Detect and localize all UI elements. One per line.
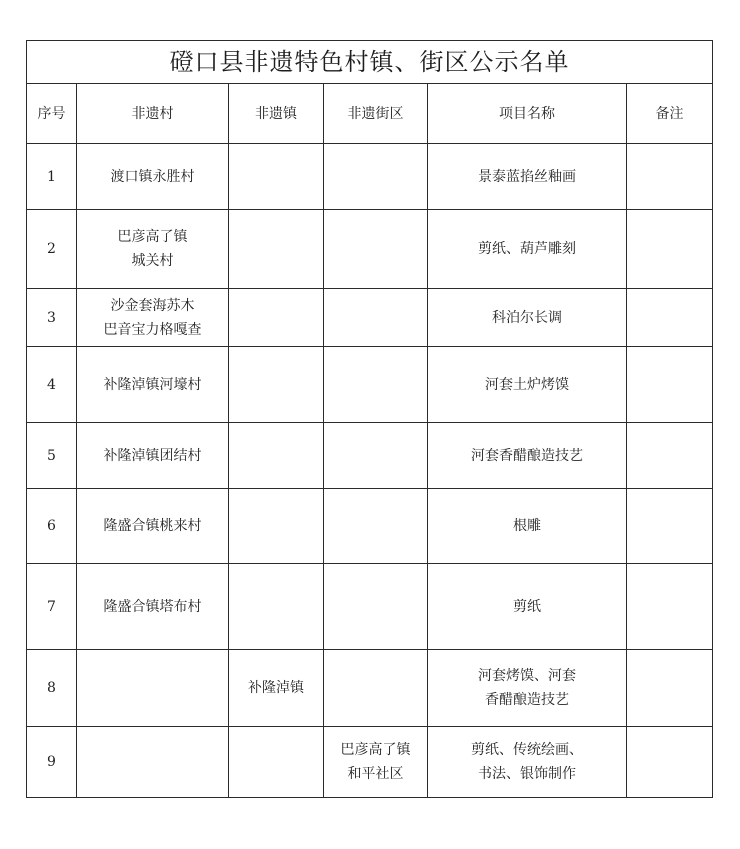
table-title: 磴口县非遗特色村镇、街区公示名单 xyxy=(27,41,713,84)
row-village: 补隆淖镇河壕村 xyxy=(77,347,229,423)
row-district xyxy=(324,289,428,347)
row-district xyxy=(324,347,428,423)
table-row xyxy=(27,210,713,289)
header-village: 非遗村 xyxy=(77,84,229,144)
row-district xyxy=(324,564,428,650)
row-district: 巴彦高了镇 和平社区 xyxy=(324,727,428,798)
row-project: 科泊尔长调 xyxy=(428,289,627,347)
row-district xyxy=(324,650,428,727)
row-district xyxy=(324,210,428,289)
header-town: 非遗镇 xyxy=(229,84,324,144)
row-project: 根雕 xyxy=(428,489,627,564)
row-district xyxy=(324,423,428,489)
row-town xyxy=(229,144,324,210)
row-project: 河套土炉烤馍 xyxy=(428,347,627,423)
row-seq: 1 xyxy=(27,144,77,210)
table-row xyxy=(27,727,713,798)
row-note xyxy=(627,210,713,289)
row-project: 景泰蓝掐丝釉画 xyxy=(428,144,627,210)
row-town xyxy=(229,423,324,489)
header-row xyxy=(27,84,713,144)
row-note xyxy=(627,289,713,347)
row-town xyxy=(229,727,324,798)
row-project: 河套烤馍、河套 香醋酿造技艺 xyxy=(428,650,627,727)
row-seq: 8 xyxy=(27,650,77,727)
row-village: 隆盛合镇桃来村 xyxy=(77,489,229,564)
row-village: 渡口镇永胜村 xyxy=(77,144,229,210)
row-district xyxy=(324,489,428,564)
row-town xyxy=(229,489,324,564)
table-row xyxy=(27,289,713,347)
table-row xyxy=(27,650,713,727)
title-row xyxy=(27,41,713,84)
row-town: 补隆淖镇 xyxy=(229,650,324,727)
row-note xyxy=(627,564,713,650)
row-project: 河套香醋酿造技艺 xyxy=(428,423,627,489)
header-note: 备注 xyxy=(627,84,713,144)
row-seq: 7 xyxy=(27,564,77,650)
row-village: 补隆淖镇团结村 xyxy=(77,423,229,489)
table-row xyxy=(27,489,713,564)
row-seq: 4 xyxy=(27,347,77,423)
row-village xyxy=(77,650,229,727)
row-note xyxy=(627,489,713,564)
table-row xyxy=(27,423,713,489)
row-village: 隆盛合镇塔布村 xyxy=(77,564,229,650)
row-seq: 2 xyxy=(27,210,77,289)
row-town xyxy=(229,289,324,347)
row-note xyxy=(627,650,713,727)
row-town xyxy=(229,347,324,423)
row-project: 剪纸、葫芦雕刻 xyxy=(428,210,627,289)
row-seq: 6 xyxy=(27,489,77,564)
table-row xyxy=(27,564,713,650)
row-note xyxy=(627,727,713,798)
row-village: 巴彦高了镇 城关村 xyxy=(77,210,229,289)
row-project: 剪纸、传统绘画、 书法、银饰制作 xyxy=(428,727,627,798)
table-row xyxy=(27,347,713,423)
header-district: 非遗街区 xyxy=(324,84,428,144)
row-seq: 9 xyxy=(27,727,77,798)
row-village xyxy=(77,727,229,798)
row-seq: 3 xyxy=(27,289,77,347)
row-district xyxy=(324,144,428,210)
table-row xyxy=(27,144,713,210)
row-note xyxy=(627,423,713,489)
row-note xyxy=(627,144,713,210)
row-note xyxy=(627,347,713,423)
header-seq: 序号 xyxy=(27,84,77,144)
row-seq: 5 xyxy=(27,423,77,489)
publicity-list-table xyxy=(26,40,713,798)
row-project: 剪纸 xyxy=(428,564,627,650)
row-town xyxy=(229,210,324,289)
row-village: 沙金套海苏木 巴音宝力格嘎查 xyxy=(77,289,229,347)
header-project: 项目名称 xyxy=(428,84,627,144)
row-town xyxy=(229,564,324,650)
